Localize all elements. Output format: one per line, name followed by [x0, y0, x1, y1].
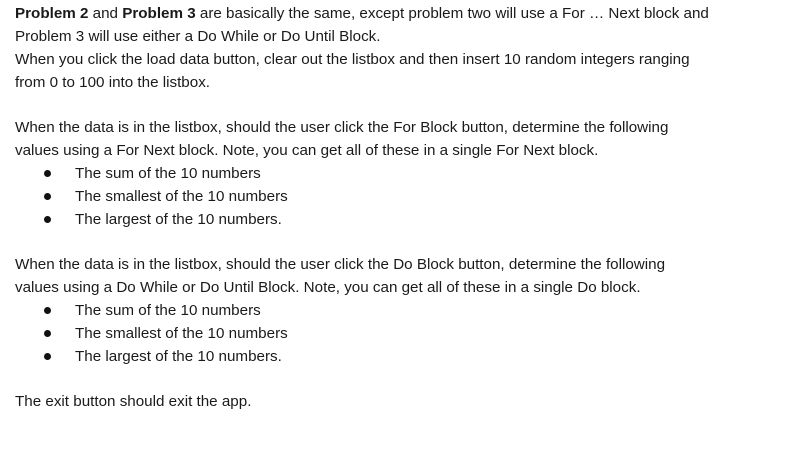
paragraph-spacer: [15, 94, 795, 116]
list-item: [15, 345, 795, 368]
problem-2-label: Problem 2: [15, 5, 89, 22]
list-item-text: The sum of the 10 numbers: [75, 302, 261, 319]
bullet-icon: [44, 330, 51, 337]
load-data-instruction-line-1: When you click the load data button, clear out the listbox and then insert 10 random integers ranging: [15, 51, 690, 68]
for-block-bullet-list: [15, 162, 795, 231]
list-item: [15, 185, 795, 208]
problem-3-label: Problem 3: [122, 5, 196, 22]
bullet-icon: [44, 353, 51, 360]
document-body: [15, 2, 795, 413]
intro-conjunction: and: [88, 5, 123, 22]
load-data-instruction-line-2: from 0 to 100 into the listbox.: [15, 74, 211, 91]
intro-line-1-rest: are basically the same, except problem two will use a For … Next block and: [195, 5, 709, 22]
do-block-instruction-line-2: values using a Do While or Do Until Block. Note, you can get all of these in a single Do block.: [15, 279, 641, 296]
for-block-instruction-line-2: values using a For Next block. Note, you can get all of these in a single For Next block.: [15, 142, 599, 159]
list-item-text: The largest of the 10 numbers.: [75, 211, 282, 228]
bullet-icon: [44, 193, 51, 200]
intro-line-2: Problem 3 will use either a Do While or Do Until Block.: [15, 28, 381, 45]
bullet-icon: [44, 216, 51, 223]
list-item: [15, 322, 795, 345]
list-item-text: The sum of the 10 numbers: [75, 165, 261, 182]
list-item: [15, 299, 795, 322]
intro-line-1: [15, 2, 795, 25]
do-block-bullet-list: [15, 299, 795, 368]
for-block-instruction-line-1: When the data is in the listbox, should the user click the For Block button, determine the following: [15, 119, 669, 136]
do-block-instruction-line-1: When the data is in the listbox, should the user click the Do Block button, determine the following: [15, 256, 666, 273]
list-item-text: The largest of the 10 numbers.: [75, 348, 282, 365]
list-item-text: The smallest of the 10 numbers: [75, 188, 288, 205]
bullet-icon: [44, 307, 51, 314]
paragraph-spacer: [15, 368, 795, 390]
exit-instruction-line: The exit button should exit the app.: [15, 393, 252, 410]
list-item: [15, 162, 795, 185]
list-item: [15, 208, 795, 231]
paragraph-spacer: [15, 231, 795, 253]
bullet-icon: [44, 170, 51, 177]
list-item-text: The smallest of the 10 numbers: [75, 325, 288, 342]
